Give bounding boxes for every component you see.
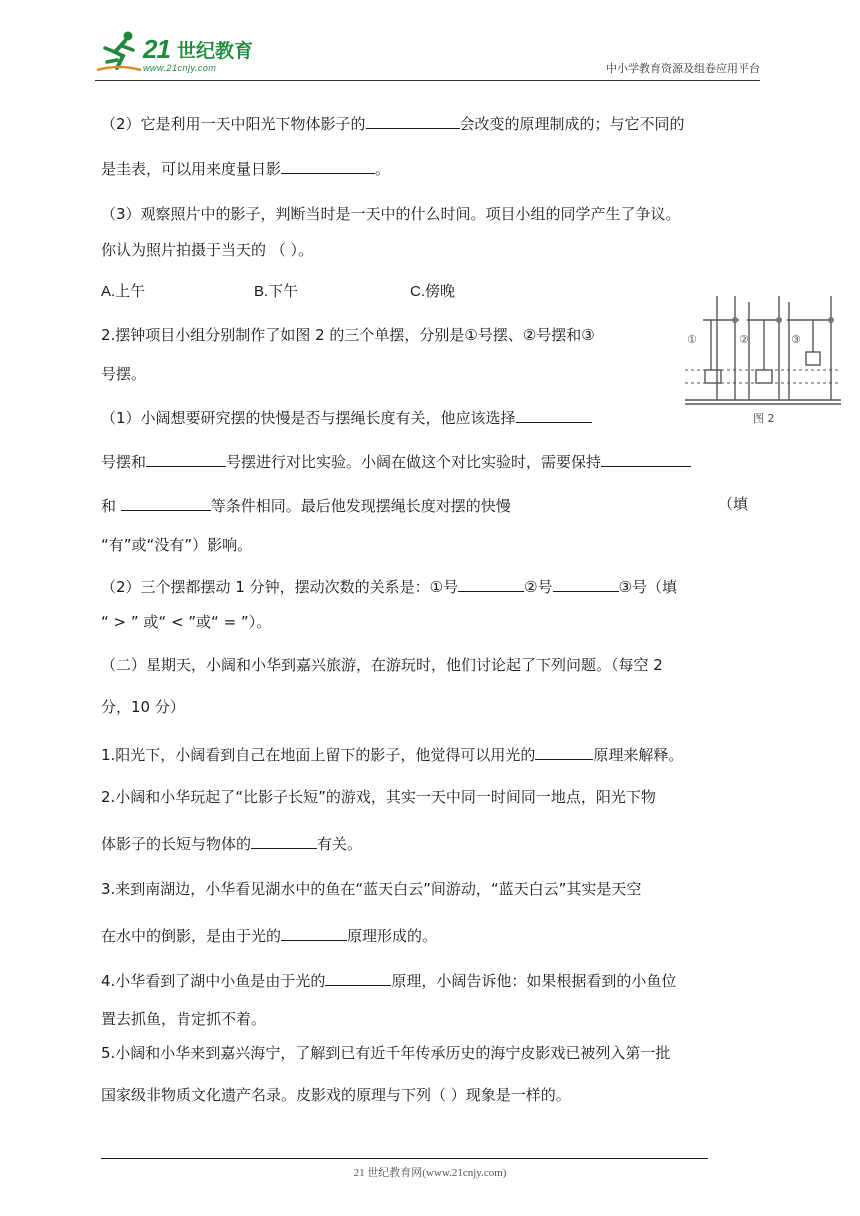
site-logo[interactable] xyxy=(95,30,265,78)
text-segment: 会改变的原理制成的；与它不同的 xyxy=(459,115,685,133)
q-pendulum-1-cont xyxy=(101,450,691,472)
text-segment: 4.小华看到了湖中小鱼是由于光的 xyxy=(101,972,326,990)
q-shadow-1 xyxy=(101,743,683,765)
answer-blank[interactable] xyxy=(281,924,347,941)
text-segment: 2.摆钟项目小组分别制作了如图 2 的三个单摆，分别是①号摆、②号摆和③ xyxy=(101,326,595,344)
text-segment: 号摆。 xyxy=(101,365,147,383)
option-c[interactable] xyxy=(410,281,455,302)
text-segment: 原理形成的。 xyxy=(347,927,438,945)
q-pendulum-1-cont3 xyxy=(101,535,252,555)
text-segment: 有关。 xyxy=(317,835,363,853)
pendulum-label-2: ② xyxy=(739,333,749,346)
text-segment: （1）小阔想要研究摆的快慢是否与摆绳长度有关，他应该选择 xyxy=(101,409,516,427)
runner-logo-icon xyxy=(95,30,143,76)
answer-blank[interactable] xyxy=(121,494,211,511)
section-two-heading xyxy=(101,655,663,675)
answer-blank[interactable] xyxy=(553,575,619,592)
text-segment: 等条件相同。最后他发现摆绳长度对摆的快慢 xyxy=(210,497,511,515)
q-pendulum xyxy=(101,325,595,345)
text-segment: ②号 xyxy=(524,578,553,596)
answer-blank[interactable] xyxy=(458,575,524,592)
option-c-label: C.傍晚 xyxy=(410,283,456,300)
q-shadow-2 xyxy=(101,787,656,807)
answer-blank[interactable] xyxy=(601,450,691,467)
text-segment: 在水中的倒影，是由于光的 xyxy=(101,927,282,945)
text-segment: 你认为照片拍摄于当天的 （ ）。 xyxy=(101,241,314,259)
text-segment: 1.阳光下，小阔看到自己在地面上留下的影子，他觉得可以用光的 xyxy=(101,746,536,764)
text-segment: 号摆和 xyxy=(101,453,147,471)
pendulum-label-1: ① xyxy=(687,333,697,346)
option-a-label: A.上午 xyxy=(101,283,146,300)
text-segment: ③号（填 xyxy=(618,578,677,596)
text-segment: 国家级非物质文化遗产名录。皮影戏的原理与下列（ ）现象是一样的。 xyxy=(101,1086,571,1104)
answer-blank[interactable] xyxy=(535,743,593,760)
logo-url: www.21cnjy.com xyxy=(143,63,217,73)
q-shadow-play xyxy=(101,1043,670,1063)
text-segment: 体影子的长短与物体的 xyxy=(101,835,252,853)
q-pendulum-cont xyxy=(101,364,146,384)
text-segment: 。 xyxy=(375,160,391,178)
q-refraction xyxy=(101,969,676,991)
figure-caption: 图 2 xyxy=(753,412,775,425)
q-pendulum-2-cont xyxy=(101,612,271,632)
pendulum-figure xyxy=(683,292,843,432)
text-segment: （2）三个摆都摆动 1 分钟，摆动次数的关系是：①号 xyxy=(101,578,459,596)
q-reflection-cont xyxy=(101,924,437,946)
q-pendulum-1-cont2 xyxy=(101,494,511,516)
page-header xyxy=(95,30,760,80)
q-shadow-play-cont xyxy=(101,1085,571,1105)
footer-divider xyxy=(101,1158,708,1159)
logo-text: 世纪教育 xyxy=(177,40,254,62)
text-segment: “ > ” 或“ < ”或“ = ”）。 xyxy=(101,613,272,631)
text-segment: 号摆进行对比实验。小阔在做这个对比实验时，需要保持 xyxy=(226,453,602,471)
footer-text[interactable]: 21 世纪教育网(www.21cnjy.com) xyxy=(353,1167,507,1179)
platform-title: 中小学教育资源及组卷应用平台 xyxy=(606,62,760,75)
text-segment: 原理，小阔告诉他：如果根据看到的小鱼位 xyxy=(391,972,677,990)
header-divider xyxy=(95,80,760,81)
text-segment: 2.小阔和小华玩起了“比影子长短”的游戏，其实一天中同一时间同一地点，阳光下物 xyxy=(101,788,656,806)
text-segment: （二）星期天，小阔和小华到嘉兴旅游，在游玩时，他们讨论起了下列问题。（每空 2 xyxy=(101,656,663,674)
q-sundial-2 xyxy=(101,112,685,134)
text-segment: （填 xyxy=(718,495,749,513)
text-segment: （3）观察照片中的影子，判断当时是一天中的什么时间。项目小组的同学产生了争议。 xyxy=(101,205,681,223)
pendulum-diagram xyxy=(683,292,843,432)
option-b[interactable] xyxy=(254,281,298,302)
text-segment: 和 xyxy=(101,497,121,515)
option-a[interactable] xyxy=(101,281,145,302)
answer-blank[interactable] xyxy=(251,832,317,849)
q-refraction-cont xyxy=(101,1009,266,1029)
logo-number: 21 xyxy=(143,34,170,64)
fill-hint xyxy=(718,494,748,514)
q-sundial-2-cont xyxy=(101,157,390,179)
q-pendulum-1 xyxy=(101,406,592,428)
q-sundial-3 xyxy=(101,204,681,224)
text-segment: 是圭表，可以用来度量日影 xyxy=(101,160,282,178)
text-segment: 3.来到南湖边，小华看见湖水中的鱼在“蓝天白云”间游动，“蓝天白云”其实是天空 xyxy=(101,880,642,898)
q-pendulum-2 xyxy=(101,575,677,597)
text-segment: 原理来解释。 xyxy=(593,746,684,764)
text-segment: 5.小阔和小华来到嘉兴海宁，了解到已有近千年传承历史的海宁皮影戏已被列入第一批 xyxy=(101,1044,671,1062)
q-shadow-2-cont xyxy=(101,832,362,854)
answer-blank[interactable] xyxy=(325,969,391,986)
option-b-label: B.下午 xyxy=(254,283,299,300)
pendulum-label-3: ③ xyxy=(791,333,801,346)
text-segment: “有”或“没有”）影响。 xyxy=(101,536,253,554)
q-reflection xyxy=(101,879,641,899)
section-two-heading-cont xyxy=(101,697,185,717)
q-sundial-3-cont xyxy=(101,240,313,260)
answer-blank[interactable] xyxy=(281,157,375,174)
answer-blank[interactable] xyxy=(146,450,226,467)
text-segment: 分，10 分） xyxy=(101,698,185,716)
text-segment: （2）它是利用一天中阳光下物体影子的 xyxy=(101,115,366,133)
answer-blank[interactable] xyxy=(516,406,592,423)
answer-blank[interactable] xyxy=(366,112,460,129)
text-segment: 置去抓鱼，肯定抓不着。 xyxy=(101,1010,267,1028)
